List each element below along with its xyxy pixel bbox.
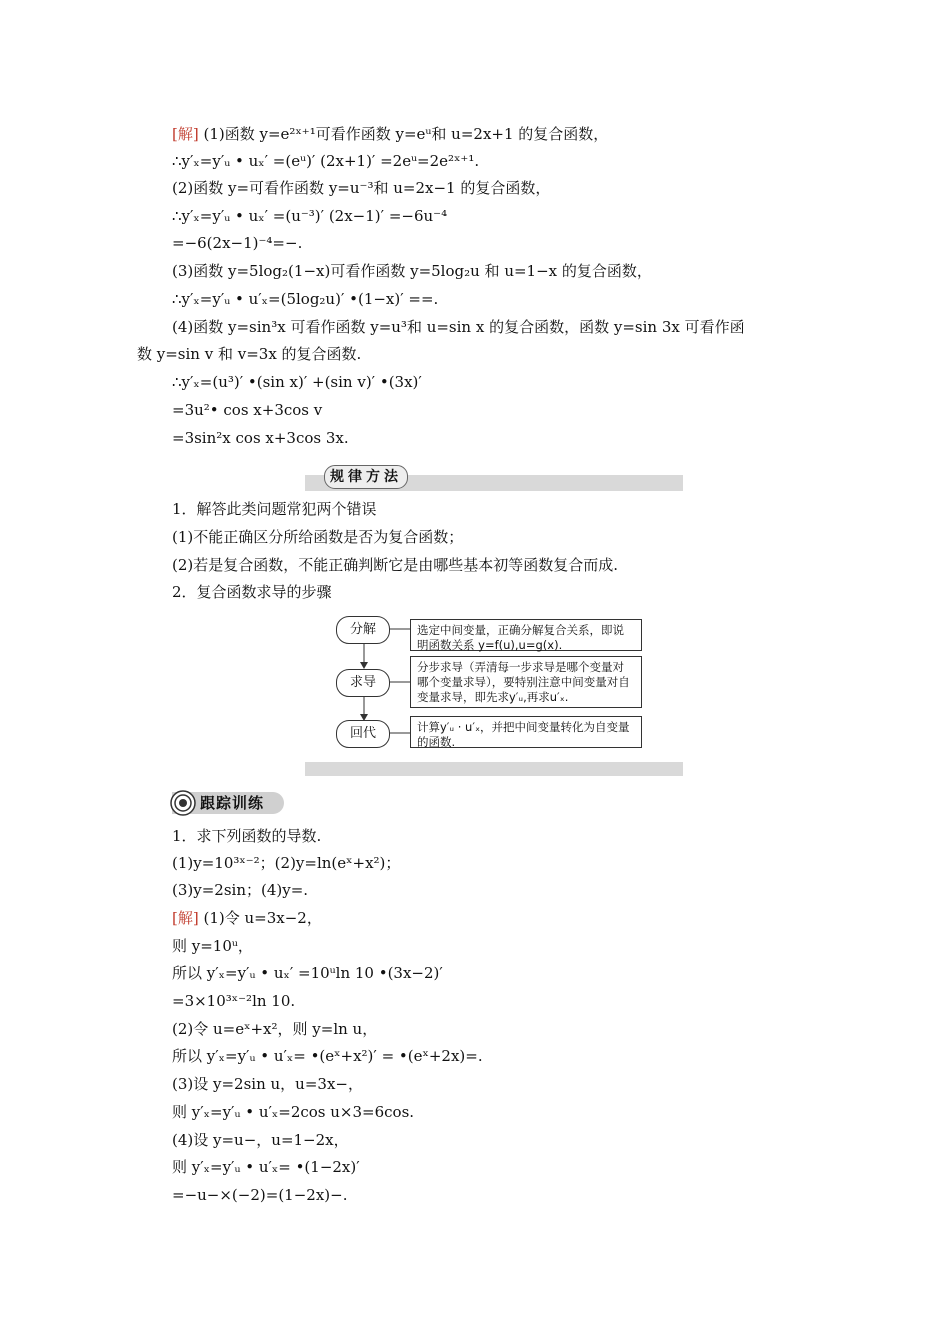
flow-step-derive: 求导 — [336, 669, 390, 697]
section-separator — [305, 762, 683, 776]
practice-solution-text: (1)令 u=3x−2， — [198, 909, 322, 927]
practice-solution-tag: [解] — [172, 909, 199, 927]
practice-line-10: (3)设 y=2sin u，u=3x−， — [172, 1075, 363, 1093]
target-icon — [170, 790, 196, 816]
solution-line-5: =−6(2x−1)⁻⁴=−. — [172, 234, 303, 252]
practice-line-9: 所以 y′ₓ=y′ᵤ • u′ₓ= •(eˣ+x²)′ = •(eˣ+2x)=. — [172, 1047, 483, 1065]
solution-line-4: ∴y′ₓ=y′ᵤ • uₓ′ =(u⁻³)′ (2x−1)′ =−6u⁻⁴ — [172, 207, 448, 225]
method-line-4: 2．复合函数求导的步骤 — [172, 583, 332, 601]
solution-line-9: 数 y=sin v 和 v=3x 的复合函数. — [137, 345, 362, 363]
practice-line-5: 则 y=10ᵘ， — [172, 937, 253, 955]
practice-line-14: =−u−×(−2)=(1−2x)−. — [172, 1186, 348, 1204]
practice-line-12: (4)设 y=u−，u=1−2x， — [172, 1131, 349, 1149]
method-banner-label: 规律方法 — [324, 465, 408, 489]
solution-line-7: ∴y′ₓ=y′ᵤ • u′ₓ=(5log₂u)′ •(1−x)′ ==. — [172, 290, 439, 308]
solution-line-3: (2)函数 y=可看作函数 y=u⁻³和 u=2x−1 的复合函数， — [172, 179, 551, 197]
practice-line-1: 1．求下列函数的导数. — [172, 827, 322, 845]
flow-step-substitute: 回代 — [336, 720, 390, 748]
solution-tag: [解] — [172, 125, 199, 143]
practice-line-3: (3)y=2sin；(4)y=. — [172, 881, 309, 899]
flow-step-decompose: 分解 — [336, 616, 390, 644]
solution-line-10: ∴y′ₓ=(u³)′ •(sin x)′ +(sin v)′ •(3x)′ — [172, 373, 422, 391]
practice-line-2: (1)y=10³ˣ⁻²；(2)y=ln(eˣ+x²)； — [172, 854, 401, 872]
solution-line-2: ∴y′ₓ=y′ᵤ • uₓ′ =(eᵘ)′ (2x+1)′ =2eᵘ=2e²ˣ⁺¹. — [172, 152, 480, 170]
solution-line-12: =3sin²x cos x+3cos 3x. — [172, 429, 349, 447]
method-line-1: 1．解答此类问题常犯两个错误 — [172, 500, 377, 518]
flow-desc-substitute: 计算y′ᵤ · u′ₓ，并把中间变量转化为自变量的函数. — [410, 716, 642, 748]
solution-line-1 — [172, 124, 608, 144]
practice-heading: 跟踪训练 — [200, 794, 265, 812]
flow-desc-derive: 分步求导（弄清每一步求导是哪个变量对哪个变量求导），要特别注意中间变量对自变量求导，即先求y′ᵤ,再求u′ₓ. — [410, 656, 642, 708]
solution-line-6: (3)函数 y=5log₂(1−x)可看作函数 y=5log₂u 和 u=1−x 的复合函数， — [172, 262, 652, 280]
flow-desc-decompose: 选定中间变量，正确分解复合关系，即说明函数关系 y=f(u),u=g(x). — [410, 619, 642, 651]
practice-line-11: 则 y′ₓ=y′ᵤ • u′ₓ=2cos u×3=6cos. — [172, 1103, 415, 1121]
solution-line-8: (4)函数 y=sin³x 可看作函数 y=u³和 u=sin x 的复合函数，函数 y=sin 3x 可看作函 — [172, 318, 745, 336]
practice-line-7: =3×10³ˣ⁻²ln 10. — [172, 992, 296, 1010]
method-line-2: (1)不能正确区分所给函数是否为复合函数； — [172, 528, 464, 546]
solution-text: (1)函数 y=e²ˣ⁺¹可看作函数 y=eᵘ和 u=2x+1 的复合函数， — [203, 125, 609, 143]
practice-line-6: 所以 y′ₓ=y′ᵤ • uₓ′ =10ᵘln 10 •(3x−2)′ — [172, 964, 443, 982]
method-line-3: (2)若是复合函数，不能正确判断它是由哪些基本初等函数复合而成. — [172, 556, 619, 574]
practice-line-4 — [172, 908, 322, 928]
solution-line-11: =3u²• cos x+3cos v — [172, 401, 323, 419]
practice-line-8: (2)令 u=eˣ+x²，则 y=ln u， — [172, 1020, 378, 1038]
practice-line-13: 则 y′ₓ=y′ᵤ • u′ₓ= •(1−2x)′ — [172, 1158, 360, 1176]
